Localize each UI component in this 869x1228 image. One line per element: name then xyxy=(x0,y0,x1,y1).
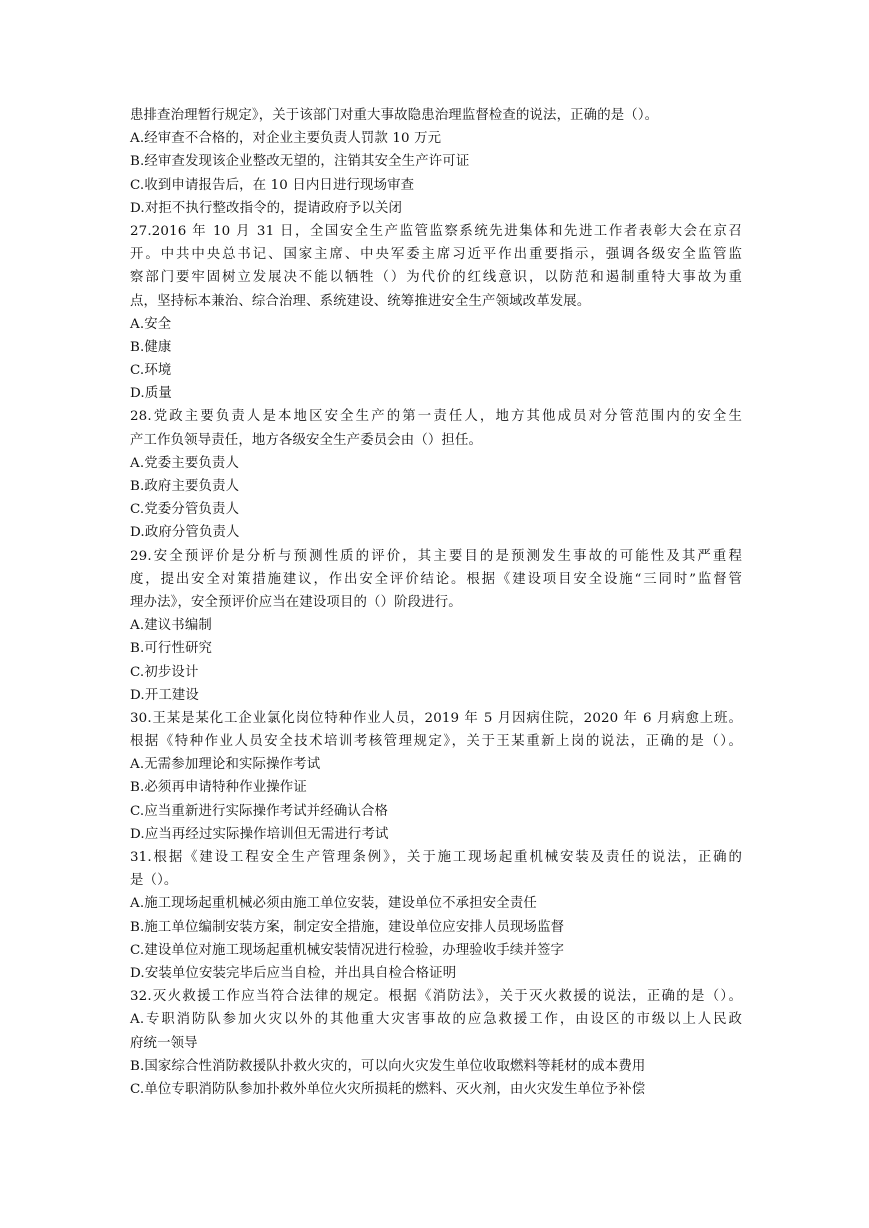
answer-option-line: C.建设单位对施工现场起重机械安装情况进行检验，办理验收手续并签字 xyxy=(130,942,565,958)
question-text-line: 度，提出安全对策措施建议，作出安全评价结论。根据《建设项目安全设施“三同时”监督管 xyxy=(130,571,742,587)
answer-option-line: C.党委分管负责人 xyxy=(130,502,240,518)
answer-option-line: B.健康 xyxy=(130,339,172,355)
answer-option-line: B.政府主要负责人 xyxy=(130,479,240,494)
question-text-line: 产工作负领导责任，地方各级安全生产委员会由（）担任。 xyxy=(130,432,483,448)
question-text-line: 患排查治理暂行规定》，关于该部门对重大事故隐患治理监督检查的说法，正确的是（）。 xyxy=(130,108,659,123)
answer-option-line: A.党委主要负责人 xyxy=(130,455,240,471)
answer-option-line: C.初步设计 xyxy=(130,664,199,680)
answer-option-line: D.开工建设 xyxy=(130,687,199,703)
answer-option-line: D.质量 xyxy=(130,386,172,402)
question-text-line: 27.2016 年 10 月 31 日，全国安全生产监管监察系统先进集体和先进工作者表彰大会在京召 xyxy=(130,223,742,239)
answer-option-line: B.可行性研究 xyxy=(130,641,213,657)
answer-option-line: A.建议书编制 xyxy=(130,618,212,634)
question-text-line: 29.安全预评价是分析与预测性质的评价，其主要目的是预测发生事故的可能性及其严重程 xyxy=(130,548,742,564)
answer-option-line: D.政府分管负责人 xyxy=(130,525,240,541)
answer-option-line: B.国家综合性消防救援队扑救火灾的，可以向火灾发生单位收取燃料等耗材的成本费用 xyxy=(130,1058,646,1074)
answer-option-line: A.专职消防队参加火灾以外的其他重大灾害事故的应急救援工作，由设区的市级以上人民政 xyxy=(130,1012,742,1028)
answer-option-line: B.经审查发现该企业整改无望的，注销其安全生产许可证 xyxy=(130,154,470,170)
answer-option-line: D.应当再经过实际操作培训但无需进行考试 xyxy=(130,826,389,842)
answer-option-line: D.安装单位安装完毕后应当自检，并出具自检合格证明 xyxy=(130,965,457,981)
answer-option-line: C.单位专职消防队参加扑救外单位火灾所损耗的燃料、灭火剂，由火灾发生单位予补偿 xyxy=(130,1081,646,1097)
question-text-line: 30.王某是某化工企业氯化岗位特种作业人员，2019 年 5 月因病住院，2020 年 6 月病愈上班。 xyxy=(130,710,742,726)
question-text-line: 31.根据《建设工程安全生产管理条例》，关于施工现场起重机械安装及责任的说法，正确的 xyxy=(130,850,742,865)
answer-option-line: C.收到申请报告后，在 10 日内日进行现场审查 xyxy=(130,177,415,193)
question-text-line: 点，坚持标本兼治、综合治理、系统建设、统筹推进安全生产领域改革发展。 xyxy=(130,293,591,309)
answer-option-line: D.对拒不执行整改指令的，提请政府予以关闭 xyxy=(130,200,403,216)
question-text-line: 察部门要牢固树立发展决不能以牺牲（）为代价的红线意识，以防范和遏制重特大事故为重 xyxy=(130,270,742,286)
question-text-line: 32.灭火救援工作应当符合法律的规定。根据《消防法》，关于灭火救援的说法，正确的是（）。 xyxy=(130,989,742,1005)
answer-option-line: A.经审查不合格的，对企业主要负责人罚款 10 万元 xyxy=(130,131,442,147)
question-text-line: 理办法》，安全预评价应当在建设项目的（）阶段进行。 xyxy=(130,594,462,610)
document-page xyxy=(130,104,742,1101)
answer-option-line: A.施工现场起重机械必须由施工单位安装，建设单位不承担安全责任 xyxy=(130,896,537,912)
answer-option-line: A.安全 xyxy=(130,316,172,332)
question-text-line: 开。中共中央总书记、国家主席、中央军委主席习近平作出重要指示，强调各级安全监管监 xyxy=(130,247,742,263)
answer-option-line: B.施工单位编制安装方案，制定安全措施，建设单位应安排人员现场监督 xyxy=(130,919,565,935)
question-text-line: 是（）。 xyxy=(130,873,178,889)
answer-option-line: A.无需参加理论和实际操作考试 xyxy=(130,757,321,773)
question-text-line: 28.党政主要负责人是本地区安全生产的第一责任人，地方其他成员对分管范围内的安全生 xyxy=(130,409,742,425)
answer-option-line: B.必须再申请特种作业操作证 xyxy=(130,780,307,796)
question-text-line: 根据《特种作业人员安全技术培训考核管理规定》，关于王某重新上岗的说法，正确的是（）。 xyxy=(130,734,742,750)
answer-option-line: 府统一领导 xyxy=(130,1035,198,1051)
answer-option-line: C.环境 xyxy=(130,363,172,379)
answer-option-line: C.应当重新进行实际操作考试并经确认合格 xyxy=(130,803,389,819)
